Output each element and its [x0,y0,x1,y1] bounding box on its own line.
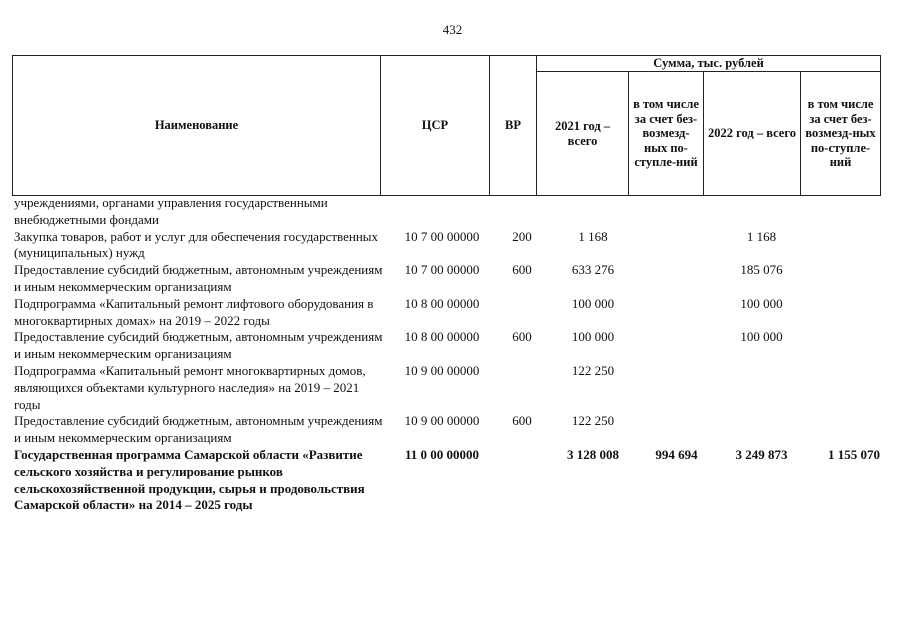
row-csr: 10 8 00 00000 [404,329,480,345]
row-csr: 10 9 00 00000 [404,413,480,429]
table-row [14,296,880,330]
row-csr: 10 9 00 00000 [404,362,480,378]
header-2022-total: 2022 год – всего [704,72,801,196]
row-2022-free: 1 155 070 [828,446,880,462]
row-2022: 1 168 [746,228,777,244]
row-csr: 10 7 00 00000 [404,262,480,278]
row-vr: 600 [512,262,532,278]
header-csr: ЦСР [381,56,490,196]
header-vr: ВР [490,56,537,196]
row-name: Предоставление субсидий бюджетным, автономным учреждениям и иным некоммерческим организациям [14,413,383,446]
row-name: Закупка товаров, работ и услуг для обеспечения государственных (муниципальных) нужд [14,228,379,261]
row-name: Государственная программа Самарской области «Развитие сельского хозяйства и регулирование рынков сельскохозяйственной продукции, сырья и продовольствия Самарской области» на 2014 – 2025 годы [14,446,365,513]
row-2021: 3 128 008 [567,446,619,462]
row-2021: 100 000 [571,329,615,345]
row-csr: 10 8 00 00000 [404,295,480,311]
row-name: Подпрограмма «Капитальный ремонт многоквартирных домов, являющихся объектами культурного наследия» на 2019 – 2021 годы [14,362,366,412]
row-vr: 200 [512,228,532,244]
table-row [14,329,880,363]
table-row-program-total [14,447,880,514]
row-2021: 122 250 [571,362,615,378]
row-name: Предоставление субсидий бюджетным, автономным учреждениям и иным некоммерческим организациям [14,262,383,294]
row-name: учреждениями, органами управления государственными внебюджетными фондами [14,195,328,227]
table-row [14,229,880,263]
row-2021: 1 168 [578,228,608,244]
row-name: Подпрограмма «Капитальный ремонт лифтового оборудования в многоквартирных домах» на 2019 – 2022 годы [14,295,374,328]
header-sum-title: Сумма, тыс. рублей [537,56,881,72]
row-csr: 10 7 00 00000 [404,228,480,244]
row-2022: 3 249 873 [735,446,788,462]
row-2022: 100 000 [740,295,783,311]
row-vr: 600 [512,413,532,429]
row-name: Предоставление субсидий бюджетным, автономным учреждениям и иным некоммерческим организациям [14,329,383,362]
header-name: Наименование [13,56,381,196]
row-2021: 122 250 [571,413,615,429]
table-row [14,262,880,296]
header-2021-free: в том числе за счет без-возмезд-ных по-ступле-ний [629,72,704,196]
row-2021-free: 994 694 [655,446,698,462]
table-header [12,55,881,196]
header-2022-free: в том числе за счет без-возмезд-ных по-ступле-ний [801,72,881,196]
row-csr: 11 0 00 00000 [404,446,480,462]
row-2022: 185 076 [740,262,783,278]
table-row [14,413,880,447]
header-2021-total: 2021 год – всего [537,72,629,196]
table-row [14,195,880,229]
table-row [14,363,880,413]
page-number: 432 [442,22,463,37]
table-body [14,195,880,514]
row-2022: 100 000 [740,329,783,345]
row-2021: 100 000 [571,295,615,311]
row-vr: 600 [512,329,532,345]
row-2021: 633 276 [571,262,615,278]
